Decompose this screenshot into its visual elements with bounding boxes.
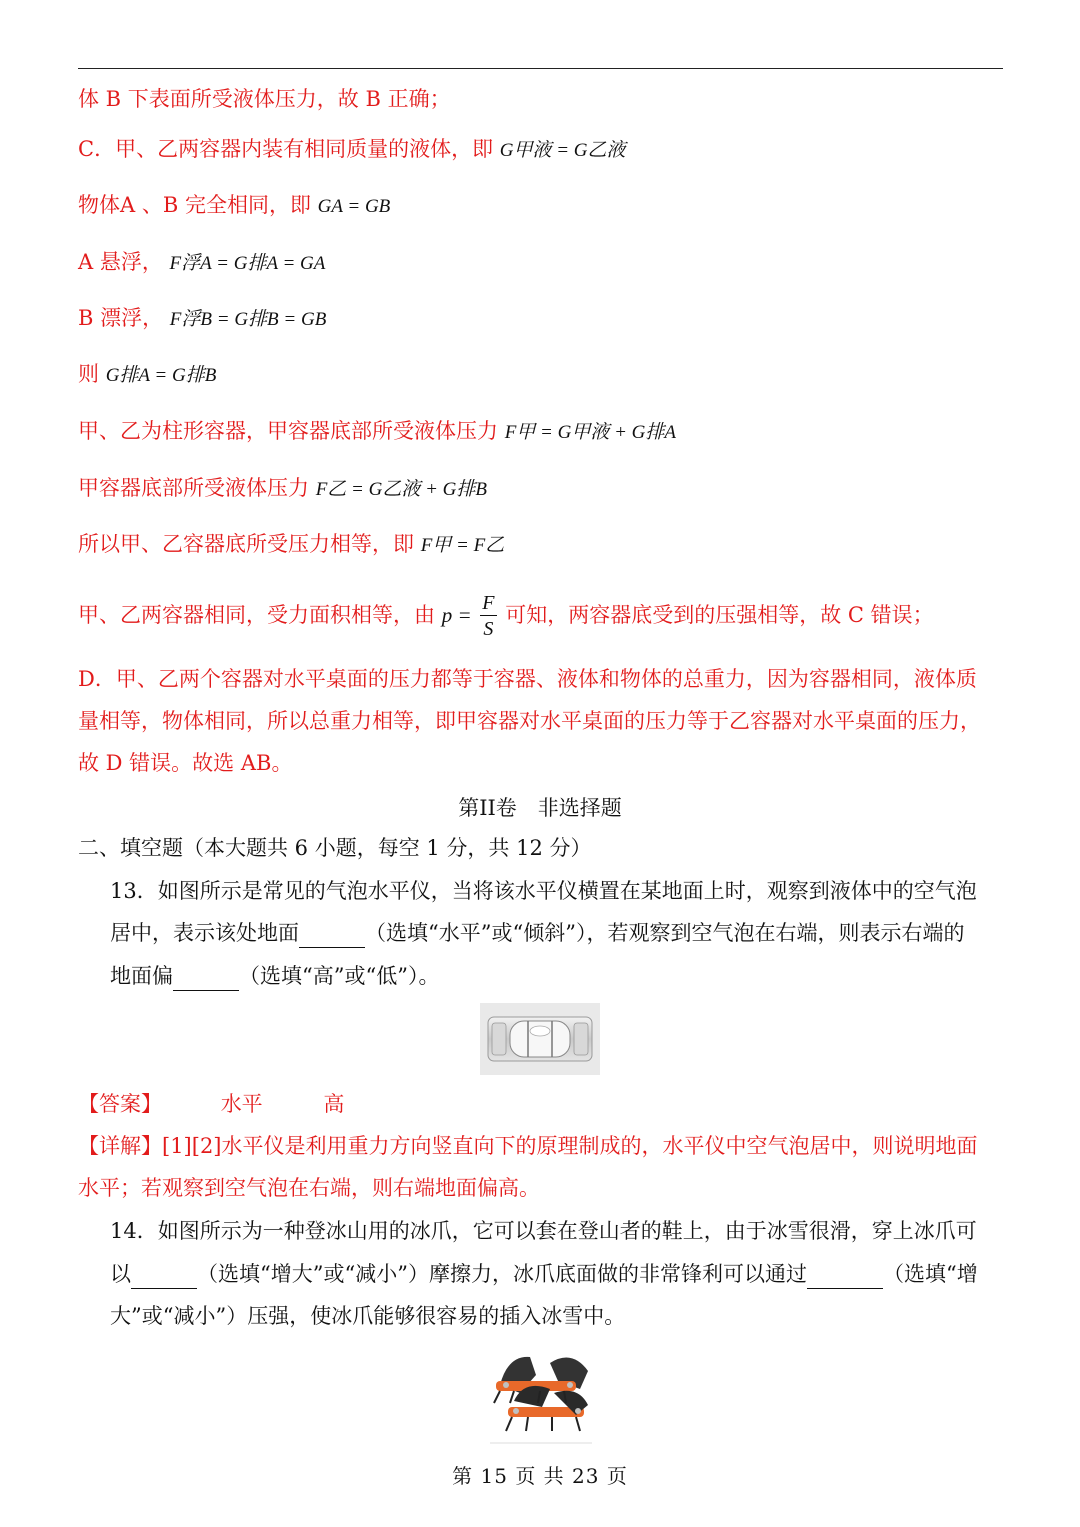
text-line: 甲容器底部所受液体压力 F乙 = G乙液 + G排B: [78, 476, 487, 500]
text-line: D．甲、乙两个容器对水平桌面的压力都等于容器、液体和物体的总重力，因为容器相同，液体质: [78, 667, 977, 691]
section-subtitle: 二、填空题（本大题共 6 小题，每空 1 分，共 12 分）: [78, 836, 592, 860]
text-line: 体 B 下表面所受液体压力，故 B 正确；: [78, 87, 451, 111]
page-footer: 第 15 页 共 23 页: [452, 1464, 628, 1488]
text-line: A 悬浮， F浮A = G排A = GA: [78, 250, 326, 274]
text-line: C．甲、乙两容器内装有相同质量的液体，即 G甲液 = G乙液: [78, 137, 626, 161]
text-line: 量相等，物体相同，所以总重力相等，即甲容器对水平桌面的压力等于乙容器对水平桌面的压力，: [78, 709, 981, 733]
formula: G排A = G排B: [105, 365, 217, 386]
text-line: 所以甲、乙容器底所受压力相等，即 F甲 = F乙: [78, 532, 505, 556]
crampon-image: [480, 1345, 600, 1445]
fraction: $\frac{F}{S}$: [482, 592, 495, 640]
detail-line: 水平；若观察到空气泡在右端，则右端地面偏高。: [78, 1176, 540, 1200]
formula: p =: [441, 603, 472, 627]
answer-blank: [131, 1266, 197, 1289]
formula: F浮B = G排B = GB: [169, 309, 327, 330]
answer-blank: [299, 925, 365, 948]
question-14-line: 以 （选填“增大”或“减小”）摩擦力，冰爪底面做的非常锋利可以通过 （选填“增: [110, 1259, 978, 1289]
text-line: B 漂浮， F浮B = G排B = GB: [78, 306, 327, 330]
answer-blank: [807, 1266, 883, 1289]
text-line: 甲、乙为柱形容器，甲容器底部所受液体压力 F甲 = G甲液 + G排A: [78, 419, 676, 443]
answer-value: 高: [323, 1092, 345, 1116]
text-line: 物体A 、B 完全相同，即 GA = GB: [78, 193, 391, 217]
detail-label: 【详解】: [78, 1134, 162, 1158]
text-line: 甲、乙两容器相同，受力面积相等，由 p = $\frac{F}{S}$ 可知，两容器底受到的压强相等，故 C 错误；: [78, 592, 934, 640]
detail-line: 【详解】[1][2]水平仪是利用重力方向竖直向下的原理制成的，水平仪中空气泡居中，则说明地面: [78, 1134, 978, 1158]
formula: F甲 = F乙: [420, 535, 505, 556]
answer-label: 【答案】: [78, 1092, 162, 1116]
question-13-line: 地面偏 （选填“高”或“低”）。: [110, 961, 439, 991]
question-13-line: 居中，表示该处地面 （选填“水平”或“倾斜”），若观察到空气泡在右端，则表示右端的: [110, 918, 964, 948]
answer-value: 水平: [220, 1092, 263, 1116]
bubble-level-image: [480, 1003, 600, 1075]
section-title: 第II卷 非选择题: [458, 796, 622, 820]
text-line: 则 G排A = G排B: [78, 362, 217, 386]
formula: F甲 = G甲液 + G排A: [504, 422, 676, 443]
text-line: 故 D 错误。故选 AB。: [78, 751, 293, 775]
answer-blank: [173, 968, 239, 991]
formula: F浮A = G排A = GA: [169, 253, 326, 274]
formula: G甲液 = G乙液: [499, 140, 626, 161]
answer-line: [78, 1089, 344, 1119]
header-rule: [78, 68, 1003, 69]
question-14-line: 14．如图所示为一种登冰山用的冰爪，它可以套在登山者的鞋上，由于冰雪很滑，穿上冰爪可: [110, 1219, 977, 1243]
question-13-line: 13．如图所示是常见的气泡水平仪，当将该水平仪横置在某地面上时，观察到液体中的空气泡: [110, 879, 977, 903]
formula: F乙 = G乙液 + G排B: [315, 479, 487, 500]
formula: GA = GB: [317, 196, 391, 217]
question-14-line: 大”或“减小”）压强，使冰爪能够很容易的插入冰雪中。: [110, 1304, 626, 1328]
